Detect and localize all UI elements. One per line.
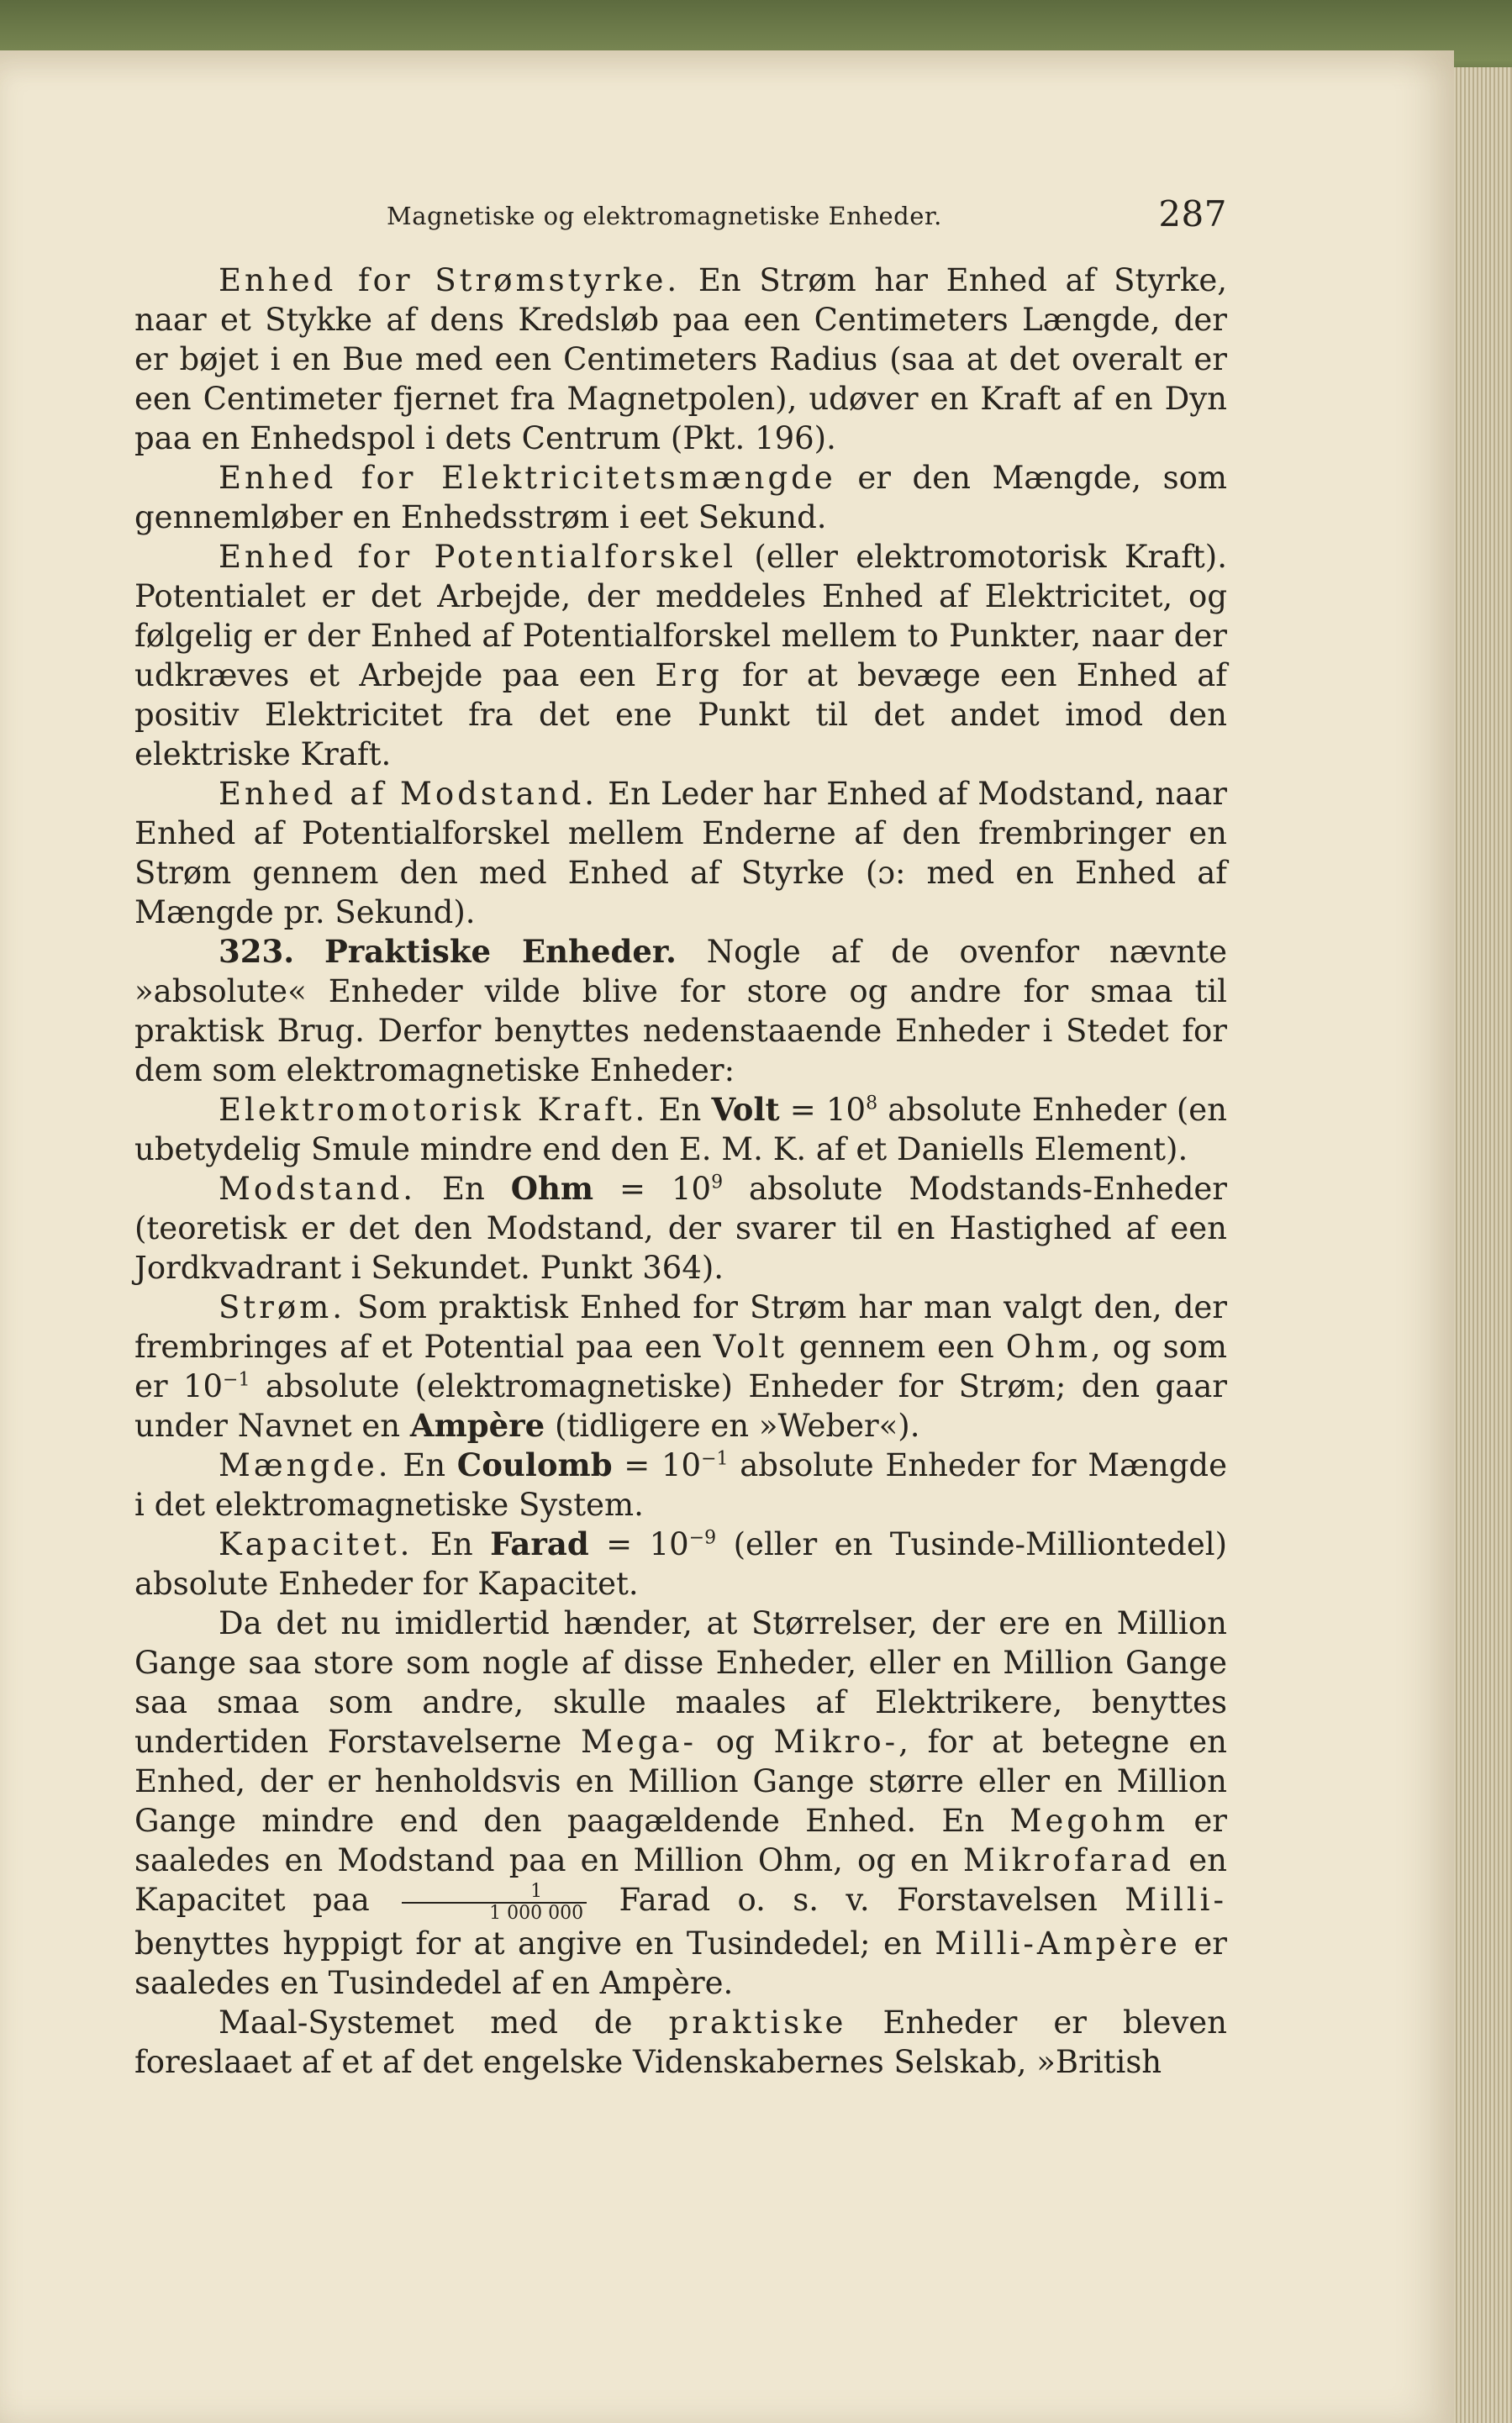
running-title: Magnetiske og elektromagnetiske Enheder.	[387, 202, 942, 230]
fraction-one-millionth: $\frac{1}{1 000 000}$	[402, 1882, 587, 1924]
paragraph-ampere: Strøm. Som praktisk Enhed for Strøm har man valgt den, der frembringes af et Potential paa een Volt gennem een Ohm, og som er $10^{-1}$ absolute (elektromagnetiske) Enheder for Strøm; den gaar under Navnet en Ampère (tidligere en »Weber«).	[134, 1289, 1228, 1444]
paragraph-measurement-system: Maal-Systemet med de praktiske Enheder er bleven foreslaaet af et af det engelske Videnskabernes Selskab, »British	[134, 2004, 1227, 2080]
paragraph-charge-unit: Enhed for Elektricitetsmængde er den Mængde, som gennemløber en Enhedsstrøm i eet Sekund.	[134, 460, 1227, 535]
paragraph-practical-units: 323. Praktiske Enheder. Nogle af de ovenfor nævnte »absolute« Enheder vilde blive for store og andre for smaa til praktisk Brug. Derfor benyttes nedenstaaende Enheder i Stedet for dem som elektromagnetiske Enheder:	[134, 933, 1227, 1088]
paragraph-farad: Kapacitet. En Farad = $10^{-9}$ (eller en Tusinde-Milliontedel) absolute Enheder for Kapacitet.	[134, 1525, 1227, 1602]
section-number: 323.	[219, 933, 295, 970]
section-heading: Praktiske Enheder.	[324, 933, 677, 970]
paragraph-resistance-unit: Enhed af Modstand. En Leder har Enhed af Modstand, naar Enhed af Potentialforskel mellem Enderne af den frembringer en Strøm gennem den med Enhed af Styrke (ɔ: med en Enhed af Mængde pr. Sekund).	[134, 776, 1227, 930]
running-head	[134, 185, 1227, 261]
paragraph-current-unit: Enhed for Strømstyrke. En Strøm har Enhed af Styrke, naar et Stykke af dens Kredsløb paa een Centimeters Længde, der er bøjet i en Bue med een Centimeters Radius (saa at det overalt er een Centimeter fjernet fra Magnetpolen), udøver en Kraft af en Dyn paa en Enhedspol i dets Centrum (Pkt. 196).	[134, 262, 1228, 456]
page-number: 287	[1158, 193, 1227, 234]
page-content	[134, 185, 1227, 2082]
paragraph-volt: Elektromotorisk Kraft. En Volt = $10^8$ absolute Enheder (en ubetydelig Smule mindre end den E. M. K. af et Daniells Element).	[134, 1091, 1227, 1167]
paragraph-potential-unit: Enhed for Potentialforskel (eller elektromotorisk Kraft). Potentialet er det Arbejde, der meddeles Enhed af Elektricitet, og følgelig er der Enhed af Potentialforskel mellem to Punkter, naar der udkræves et Arbejde paa een Erg for at bevæge een Enhed af positiv Elektricitet fra det ene Punkt til det andet imod den elektriske Kraft.	[134, 539, 1227, 772]
paragraph-ohm: Modstand. En Ohm = $10^9$ absolute Modstands-Enheder (teoretisk er det den Modstand, der svarer til en Hastighed af een Jordkvadrant i Sekundet. Punkt 364).	[134, 1170, 1227, 1286]
paragraph-prefixes: Da det nu imidlertid hænder, at Størrelser, der ere en Million Gange saa store som nogle af disse Enheder, eller en Million Gange saa smaa som andre, skulle maales af Elektrikere, benyttes undertiden Forstavelserne Mega- og Mikro-, for at betegne en Enhed, der er henholdsvis en Million Gange større eller en Million Gange mindre end den paagældende Enhed. En Megohm er saaledes en Modstand paa en Million Ohm, og en Mikrofarad en Kapacitet paa $\frac{1}{1 000 000}$ Farad o. s. v. Forstavelsen Milli- benyttes hyppigt for at angive en Tusindedel; en Milli-Ampère er saaledes en Tusindedel af en Ampère.	[134, 1605, 1227, 2001]
paragraph-coulomb: Mængde. En Coulomb = $10^{-1}$ absolute Enheder for Mængde i det elektromagnetiske System.	[134, 1446, 1227, 1523]
